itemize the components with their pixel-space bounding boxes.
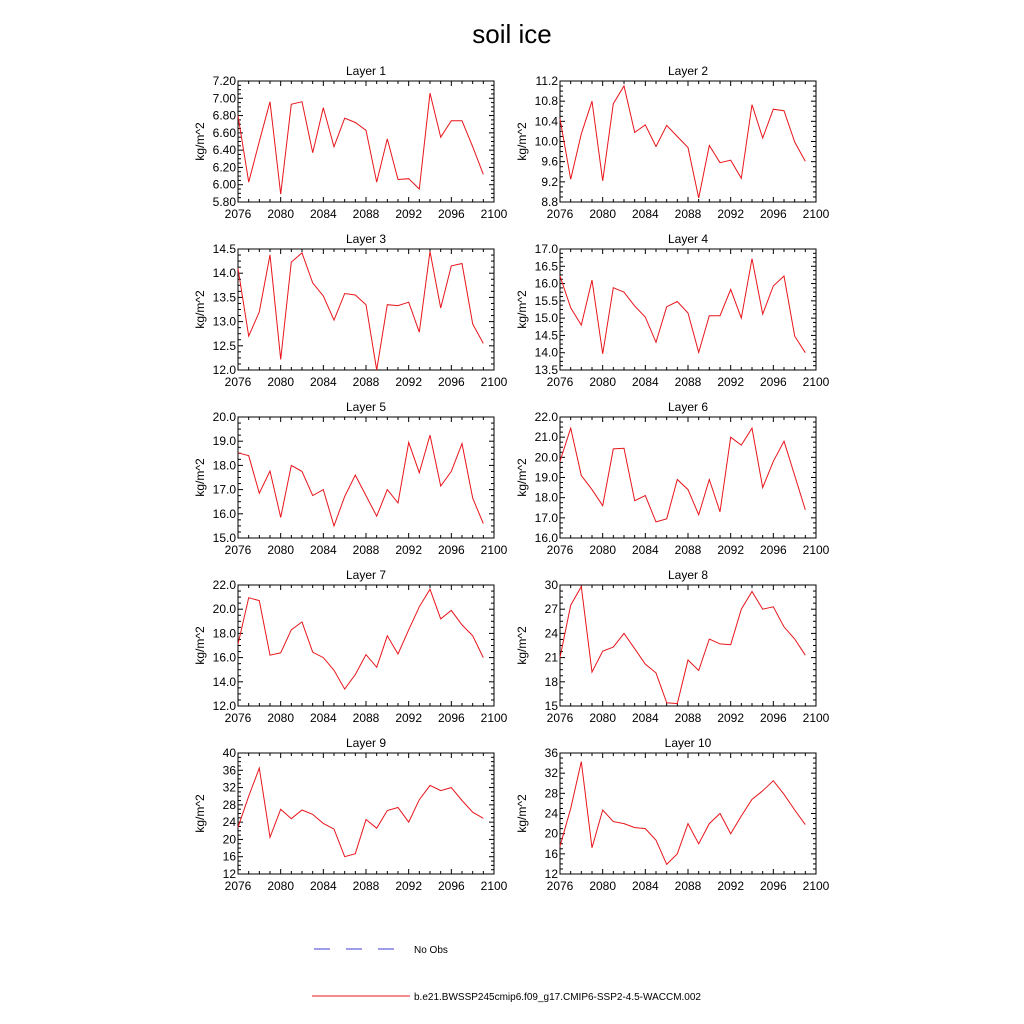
chart-title: soil ice xyxy=(472,19,552,49)
y-tick-label: 16.0 xyxy=(212,506,236,521)
y-tick-label: 10.8 xyxy=(534,94,558,109)
series-line xyxy=(560,86,805,198)
plot-frame xyxy=(560,249,816,370)
x-tick-label: 2084 xyxy=(309,207,337,221)
y-tick-label: 8.8 xyxy=(541,195,558,209)
x-tick-label: 2096 xyxy=(437,879,465,893)
panel-title: Layer 3 xyxy=(345,232,387,246)
x-tick-label: 2084 xyxy=(631,375,659,389)
y-tick-label: 13.5 xyxy=(212,290,236,305)
y-tick-label: 21.0 xyxy=(534,430,558,445)
x-tick-label: 2080 xyxy=(589,711,617,725)
x-tick-label: 2100 xyxy=(480,375,508,389)
y-tick-label: 15 xyxy=(544,699,558,713)
panel-title: Layer 7 xyxy=(345,568,387,582)
x-tick-label: 2080 xyxy=(267,375,295,389)
y-tick-label: 21 xyxy=(544,650,558,665)
y-tick-label: 20 xyxy=(222,832,236,847)
y-tick-label: 10.0 xyxy=(534,134,558,149)
y-tick-label: 14.5 xyxy=(534,328,558,343)
x-tick-label: 2080 xyxy=(267,543,295,557)
y-tick-label: 17.0 xyxy=(212,482,236,497)
x-tick-label: 2080 xyxy=(589,543,617,557)
y-tick-label: 28 xyxy=(222,797,236,812)
plot-frame xyxy=(238,249,494,370)
x-tick-label: 2080 xyxy=(589,879,617,893)
x-tick-label: 2084 xyxy=(631,711,659,725)
x-tick-label: 2080 xyxy=(267,207,295,221)
x-tick-label: 2092 xyxy=(395,207,423,221)
x-tick-label: 2076 xyxy=(224,879,252,893)
panel-title: Layer 5 xyxy=(345,400,387,414)
x-tick-label: 2096 xyxy=(759,207,787,221)
y-tick-label: 7.20 xyxy=(212,74,236,88)
x-tick-label: 2084 xyxy=(631,879,659,893)
x-tick-label: 2076 xyxy=(224,711,252,725)
panel-layer-2 xyxy=(515,64,830,221)
panel-title: Layer 1 xyxy=(345,64,387,78)
y-axis-label: kg/m^2 xyxy=(193,122,207,161)
y-axis-label: kg/m^2 xyxy=(515,458,529,497)
panel-layer-6 xyxy=(515,400,830,557)
y-tick-label: 13.5 xyxy=(534,363,558,377)
panel-layer-9 xyxy=(193,736,508,893)
y-tick-label: 14.0 xyxy=(212,674,236,689)
x-tick-label: 2092 xyxy=(717,711,745,725)
x-tick-label: 2100 xyxy=(480,543,508,557)
y-tick-label: 22.0 xyxy=(212,578,236,592)
x-tick-label: 2076 xyxy=(224,207,252,221)
y-axis-label: kg/m^2 xyxy=(515,122,529,161)
legend-series-label: b.e21.BWSSP245cmip6.f09_g17.CMIP6-SSP2-4.5-WACCM.002 xyxy=(414,992,701,1003)
x-tick-label: 2100 xyxy=(480,879,508,893)
y-tick-label: 6.80 xyxy=(212,108,236,123)
x-tick-label: 2100 xyxy=(802,879,830,893)
series-line xyxy=(238,93,483,194)
x-tick-label: 2088 xyxy=(674,543,702,557)
y-tick-label: 20.0 xyxy=(534,450,558,465)
x-tick-label: 2076 xyxy=(546,375,574,389)
x-tick-label: 2076 xyxy=(546,543,574,557)
y-tick-label: 16.0 xyxy=(534,276,558,291)
y-tick-label: 15.5 xyxy=(534,293,558,308)
x-tick-label: 2076 xyxy=(546,207,574,221)
x-tick-label: 2084 xyxy=(631,543,659,557)
x-tick-label: 2084 xyxy=(309,711,337,725)
series-line xyxy=(560,428,805,522)
x-tick-label: 2096 xyxy=(437,711,465,725)
x-tick-label: 2092 xyxy=(395,375,423,389)
panel-title: Layer 6 xyxy=(667,400,709,414)
y-axis-label: kg/m^2 xyxy=(193,458,207,497)
x-tick-label: 2096 xyxy=(759,375,787,389)
y-tick-label: 12.5 xyxy=(212,338,236,353)
x-tick-label: 2076 xyxy=(224,375,252,389)
x-tick-label: 2092 xyxy=(717,879,745,893)
x-tick-label: 2100 xyxy=(480,711,508,725)
y-tick-label: 10.4 xyxy=(534,114,558,129)
plot-frame xyxy=(238,417,494,538)
y-tick-label: 22.0 xyxy=(534,410,558,424)
x-tick-label: 2088 xyxy=(674,375,702,389)
y-tick-label: 6.40 xyxy=(212,143,236,158)
y-tick-label: 18.0 xyxy=(212,626,236,641)
x-tick-label: 2100 xyxy=(802,711,830,725)
y-tick-label: 20 xyxy=(544,826,558,841)
y-tick-label: 32 xyxy=(544,766,558,781)
plot-frame xyxy=(560,81,816,202)
legend xyxy=(312,945,701,1003)
x-tick-label: 2092 xyxy=(395,543,423,557)
series-line xyxy=(238,589,483,689)
y-axis-label: kg/m^2 xyxy=(193,626,207,665)
series-line xyxy=(560,259,805,354)
y-tick-label: 9.6 xyxy=(541,154,558,169)
y-tick-label: 19.0 xyxy=(534,470,558,485)
y-tick-label: 13.0 xyxy=(212,314,236,329)
x-tick-label: 2088 xyxy=(352,207,380,221)
panel-title: Layer 8 xyxy=(667,568,709,582)
series-line xyxy=(560,762,805,865)
x-tick-label: 2084 xyxy=(309,543,337,557)
y-tick-label: 19.0 xyxy=(212,434,236,449)
x-tick-label: 2088 xyxy=(352,879,380,893)
x-tick-label: 2088 xyxy=(352,711,380,725)
y-tick-label: 24 xyxy=(222,815,236,830)
x-tick-label: 2084 xyxy=(309,879,337,893)
plot-frame xyxy=(560,417,816,538)
x-tick-label: 2080 xyxy=(589,207,617,221)
series-line xyxy=(238,768,483,857)
y-tick-label: 14.0 xyxy=(212,266,236,281)
y-tick-label: 15.0 xyxy=(534,311,558,326)
y-tick-label: 5.80 xyxy=(212,195,236,209)
y-tick-label: 6.60 xyxy=(212,125,236,140)
x-tick-label: 2084 xyxy=(631,207,659,221)
panel-layer-7 xyxy=(193,568,508,725)
y-tick-label: 16 xyxy=(544,846,558,861)
panel-layer-10 xyxy=(515,736,830,893)
y-tick-label: 36 xyxy=(222,763,236,778)
x-tick-label: 2088 xyxy=(352,375,380,389)
x-tick-label: 2096 xyxy=(759,711,787,725)
x-tick-label: 2100 xyxy=(480,207,508,221)
x-tick-label: 2096 xyxy=(759,879,787,893)
y-tick-label: 15.0 xyxy=(212,531,236,545)
y-axis-label: kg/m^2 xyxy=(193,794,207,833)
y-tick-label: 9.2 xyxy=(541,174,558,189)
y-tick-label: 17.0 xyxy=(534,242,558,256)
x-tick-label: 2096 xyxy=(437,207,465,221)
panel-title: Layer 4 xyxy=(667,232,709,246)
x-tick-label: 2084 xyxy=(309,375,337,389)
x-tick-label: 2076 xyxy=(546,711,574,725)
series-line xyxy=(560,587,805,704)
x-tick-label: 2096 xyxy=(759,543,787,557)
y-tick-label: 11.2 xyxy=(535,74,558,88)
x-tick-label: 2096 xyxy=(437,375,465,389)
y-tick-label: 24 xyxy=(544,626,558,641)
panel-layer-4 xyxy=(515,232,830,389)
panel-layer-1 xyxy=(193,64,508,221)
y-axis-label: kg/m^2 xyxy=(515,794,529,833)
x-tick-label: 2100 xyxy=(802,207,830,221)
panel-title: Layer 2 xyxy=(667,64,709,78)
x-tick-label: 2096 xyxy=(437,543,465,557)
y-tick-label: 18.0 xyxy=(534,490,558,505)
series-line xyxy=(238,251,483,370)
panel-layer-3 xyxy=(193,232,508,389)
y-tick-label: 14.5 xyxy=(212,242,236,256)
x-tick-label: 2080 xyxy=(267,879,295,893)
y-tick-label: 30 xyxy=(544,578,558,592)
y-tick-label: 28 xyxy=(544,786,558,801)
y-tick-label: 16 xyxy=(222,849,236,864)
x-tick-label: 2092 xyxy=(717,543,745,557)
x-tick-label: 2088 xyxy=(674,711,702,725)
x-tick-label: 2076 xyxy=(546,879,574,893)
y-tick-label: 6.20 xyxy=(212,160,236,175)
y-axis-label: kg/m^2 xyxy=(193,290,207,329)
y-tick-label: 12.0 xyxy=(212,699,236,713)
y-tick-label: 36 xyxy=(544,746,558,760)
x-tick-label: 2092 xyxy=(395,711,423,725)
y-tick-label: 27 xyxy=(544,602,558,617)
x-tick-label: 2100 xyxy=(802,543,830,557)
x-tick-label: 2088 xyxy=(674,879,702,893)
y-tick-label: 40 xyxy=(222,746,236,760)
y-tick-label: 16.0 xyxy=(212,650,236,665)
y-tick-label: 12 xyxy=(544,867,558,881)
y-tick-label: 20.0 xyxy=(212,602,236,617)
panel-title: Layer 9 xyxy=(345,736,387,750)
y-tick-label: 16.0 xyxy=(534,531,558,545)
panel-layer-8 xyxy=(515,568,830,725)
legend-no-obs-label: No Obs xyxy=(414,945,448,956)
x-tick-label: 2092 xyxy=(395,879,423,893)
y-tick-label: 7.00 xyxy=(212,91,236,106)
y-tick-label: 32 xyxy=(222,780,236,795)
x-tick-label: 2080 xyxy=(589,375,617,389)
y-tick-label: 14.0 xyxy=(534,345,558,360)
plot-frame xyxy=(238,585,494,706)
y-axis-label: kg/m^2 xyxy=(515,626,529,665)
x-tick-label: 2076 xyxy=(224,543,252,557)
y-tick-label: 18.0 xyxy=(212,458,236,473)
y-tick-label: 24 xyxy=(544,806,558,821)
x-tick-label: 2080 xyxy=(267,711,295,725)
panel-layer-5 xyxy=(193,400,508,557)
x-tick-label: 2088 xyxy=(352,543,380,557)
plot-frame xyxy=(238,81,494,202)
y-tick-label: 16.5 xyxy=(534,259,558,274)
plot-frame xyxy=(238,753,494,874)
x-tick-label: 2092 xyxy=(717,375,745,389)
plot-frame xyxy=(560,585,816,706)
series-line xyxy=(238,435,483,526)
plot-frame xyxy=(560,753,816,874)
y-tick-label: 6.00 xyxy=(212,177,236,192)
x-tick-label: 2088 xyxy=(674,207,702,221)
panels xyxy=(193,64,830,893)
y-tick-label: 17.0 xyxy=(534,510,558,525)
x-tick-label: 2100 xyxy=(802,375,830,389)
y-axis-label: kg/m^2 xyxy=(515,290,529,329)
y-tick-label: 18 xyxy=(544,674,558,689)
y-tick-label: 12.0 xyxy=(212,363,236,377)
y-tick-label: 20.0 xyxy=(212,410,236,424)
y-tick-label: 12 xyxy=(222,867,236,881)
x-tick-label: 2092 xyxy=(717,207,745,221)
panel-title: Layer 10 xyxy=(664,736,712,750)
